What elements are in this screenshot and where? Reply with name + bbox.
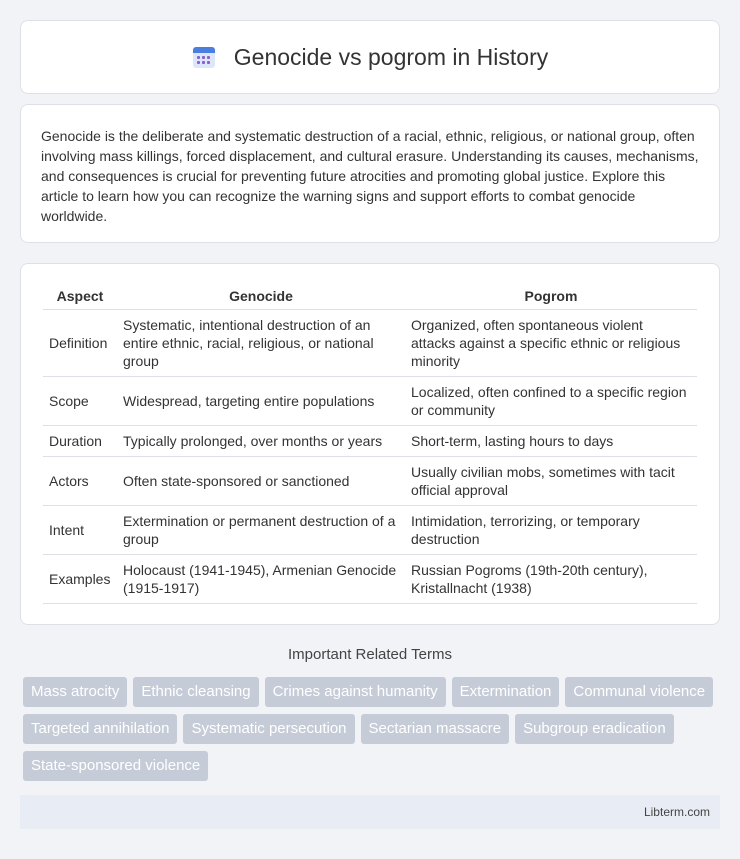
header-genocide: Genocide xyxy=(117,284,405,309)
table-row xyxy=(43,505,697,554)
related-terms-list xyxy=(23,677,723,781)
row-aspect: Scope xyxy=(43,376,117,425)
term-tag[interactable]: Subgroup eradication xyxy=(515,714,674,744)
term-tag[interactable]: Mass atrocity xyxy=(23,677,127,707)
row-aspect: Definition xyxy=(43,309,117,376)
row-genocide: Extermination or permanent destruction of a group xyxy=(117,505,405,554)
row-pogrom: Russian Pogroms (19th-20th century), Kristallnacht (1938) xyxy=(405,554,697,603)
row-aspect: Duration xyxy=(43,425,117,456)
calendar-icon xyxy=(192,45,216,69)
row-genocide: Systematic, intentional destruction of an entire ethnic, racial, religious, or national group xyxy=(117,309,405,376)
comparison-table xyxy=(43,284,697,604)
row-genocide: Holocaust (1941-1945), Armenian Genocide (1915-1917) xyxy=(117,554,405,603)
row-aspect: Intent xyxy=(43,505,117,554)
table-header-row xyxy=(43,284,697,309)
table-row xyxy=(43,309,697,376)
term-tag[interactable]: Communal violence xyxy=(565,677,713,707)
term-tag[interactable]: Extermination xyxy=(452,677,560,707)
comparison-table-card xyxy=(20,263,720,625)
row-pogrom: Intimidation, terrorizing, or temporary destruction xyxy=(405,505,697,554)
table-row xyxy=(43,456,697,505)
header-aspect: Aspect xyxy=(43,284,117,309)
footer-site-link[interactable]: Libterm.com xyxy=(643,805,710,819)
term-tag[interactable]: Ethnic cleansing xyxy=(133,677,258,707)
row-pogrom: Short-term, lasting hours to days xyxy=(405,425,697,456)
row-pogrom: Usually civilian mobs, sometimes with tacit official approval xyxy=(405,456,697,505)
term-tag[interactable]: Sectarian massacre xyxy=(361,714,510,744)
header-pogrom: Pogrom xyxy=(405,284,697,309)
intro-card xyxy=(20,104,720,243)
row-genocide: Widespread, targeting entire populations xyxy=(117,376,405,425)
table-row xyxy=(43,376,697,425)
table-row xyxy=(43,425,697,456)
row-aspect: Examples xyxy=(43,554,117,603)
table-row xyxy=(43,554,697,603)
row-pogrom: Localized, often confined to a specific region or community xyxy=(405,376,697,425)
row-pogrom: Organized, often spontaneous violent attacks against a specific ethnic or religious minority xyxy=(405,309,697,376)
row-genocide: Often state-sponsored or sanctioned xyxy=(117,456,405,505)
term-tag[interactable]: Targeted annihilation xyxy=(23,714,177,744)
related-terms-title: Important Related Terms xyxy=(288,646,452,663)
header-card xyxy=(20,20,720,94)
footer xyxy=(20,795,720,829)
term-tag[interactable]: Crimes against humanity xyxy=(265,677,446,707)
row-genocide: Typically prolonged, over months or years xyxy=(117,425,405,456)
row-aspect: Actors xyxy=(43,456,117,505)
page-title: Genocide vs pogrom in History xyxy=(233,43,549,70)
intro-text: Genocide is the deliberate and systematic destruction of a racial, ethnic, religious, or national group, often involving mass killings, forced displacement, and cultural erasure. Understanding its causes, mechanisms, and consequences is crucial for preventing future atrocities and promoting global justice. Explore this article to learn how you can recognize the warning signs and support efforts to combat genocide worldwide. xyxy=(41,128,699,224)
term-tag[interactable]: State-sponsored violence xyxy=(23,751,208,781)
term-tag[interactable]: Systematic persecution xyxy=(183,714,354,744)
